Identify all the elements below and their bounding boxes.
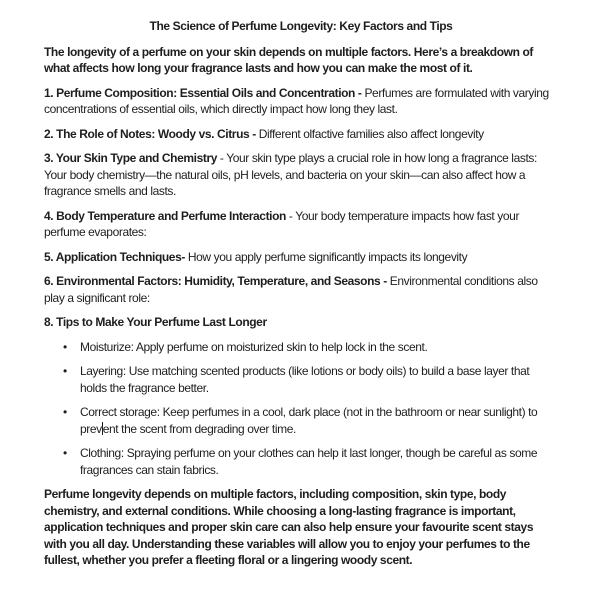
bullet-icon: •	[63, 446, 67, 460]
tips-heading[interactable]: 8. Tips to Make Your Perfume Last Longer	[44, 315, 267, 329]
list-item-clothing[interactable]	[44, 445, 558, 478]
bullet-icon: •	[63, 339, 67, 354]
section-4-text: - Your body temperature impacts how fast your perfume evaporates:	[44, 208, 520, 239]
section-paragraph-4[interactable]	[44, 208, 558, 241]
document-title[interactable]: The Science of Perfume Longevity: Key Factors and Tips	[149, 19, 453, 33]
list-item-text: Moisturize: Apply perfume on moisturized skin to help lock in the scent.	[80, 339, 428, 354]
section-paragraph-1[interactable]	[44, 85, 558, 118]
list-item-text	[80, 405, 537, 436]
bullet-icon: •	[63, 405, 67, 419]
tips-list	[44, 339, 558, 479]
section-3-text: - Your skin type plays a crucial role in how long a fragrance lasts: Your body chemistry—the natural oils, pH levels, and bacteria on your skin—can also affect how a fragrance smells and lasts.	[44, 151, 537, 198]
section-paragraph-3[interactable]	[44, 150, 558, 200]
section-paragraph-2[interactable]	[44, 126, 558, 143]
section-1-heading: 1. Perfume Composition: Essential Oils and Concentration -	[44, 85, 365, 100]
section-5-heading: 5. Application Techniques-	[44, 249, 185, 264]
list-item-moisturize[interactable]	[44, 339, 558, 356]
section-6-text: Environmental conditions also play a significant role:	[44, 274, 538, 305]
intro-paragraph[interactable]: The longevity of a perfume on your skin depends on multiple factors. Here’s a breakdown of what affects how long your fragrance lasts and how you can make the most of it.	[44, 44, 533, 75]
section-paragraph-5[interactable]	[44, 249, 558, 266]
section-2-heading: 2. The Role of Notes: Woody vs. Citrus -	[44, 126, 259, 141]
list-item-text: Clothing: Spraying perfume on your clothes can help it last longer, though be careful as some fragrances can stain fabrics.	[80, 446, 538, 477]
section-5-text: How you apply perfume significantly impacts its longevity	[184, 249, 468, 264]
text-before-cursor: Correct storage: Keep perfumes in a cool, dark place (not in the bathroom or near sunlight) to prev	[80, 405, 538, 436]
section-6-heading: 6. Environmental Factors: Humidity, Temperature, and Seasons -	[44, 274, 390, 288]
section-3-heading: 3. Your Skin Type and Chemistry	[44, 151, 217, 165]
section-4-heading: 4. Body Temperature and Perfume Interaction	[44, 208, 286, 223]
conclusion-paragraph[interactable]: Perfume longevity depends on multiple factors, including composition, skin type, body chemistry, and external conditions. While choosing a long-lasting fragrance is important, application techniques and proper skin care can also help ensure your favourite scent stays with you all day. Understanding these variables will allow you to enjoy your perfumes to the fullest, whether you prefer a fleeting floral or a lingering woody scent.	[44, 487, 534, 567]
section-2-text: Different olfactive families also affect longevity	[258, 126, 484, 141]
text-after-cursor: ent the scent from degrading over time.	[102, 421, 296, 436]
section-1-text: Perfumes are formulated with varying concentrations of essential oils, which directly impact how long they last.	[44, 85, 549, 116]
list-item-correct-storage[interactable]	[44, 404, 558, 437]
list-item-layering[interactable]	[44, 363, 558, 396]
bullet-icon: •	[63, 364, 67, 378]
list-item-text: Layering: Use matching scented products (like lotions or body oils) to build a base layer that holds the fragrance better.	[80, 364, 530, 395]
section-paragraph-6[interactable]	[44, 273, 558, 306]
